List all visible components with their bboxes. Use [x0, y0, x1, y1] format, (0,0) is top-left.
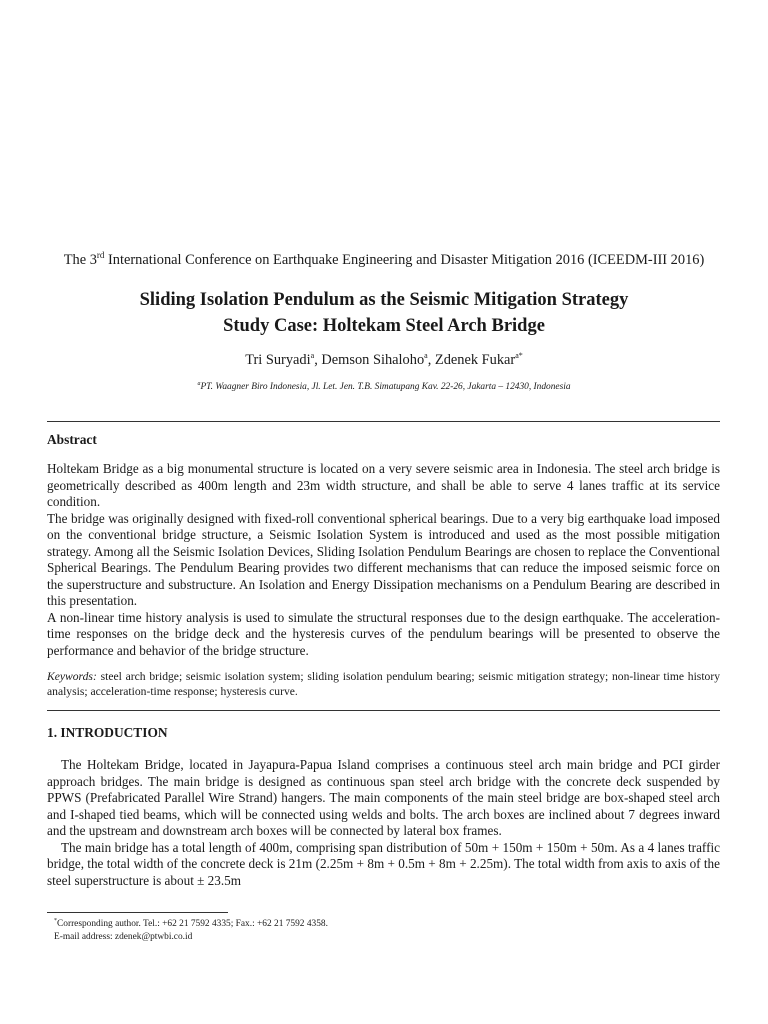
- author-separator: ,: [314, 352, 322, 368]
- abstract-heading: Abstract: [47, 432, 97, 447]
- abstract-paragraph: Holtekam Bridge as a big monumental structure is located on a very severe seismic area in Indonesia. The steel arch bridge is geometrically described as 400m length and 23m width structure, and shall be able to serve 4 lanes traffic at its service condition.: [47, 461, 720, 509]
- author-name: Zdenek Fukar: [434, 352, 516, 368]
- abstract-paragraph: A non-linear time history analysis is used to simulate the structural responses due to the design earthquake. The acceleration-time responses on the bridge deck and the hysteresis curves of the pendulum bearings will be presented to observe the performance and behavior of the bridge structure.: [47, 609, 720, 658]
- introduction-paragraph: The main bridge has a total length of 400m, comprising span distribution of 50m + 150m + 150m + 50m. As a 4 lanes traffic bridge, the total width of the concrete deck is 21m (2.25m + 8m + 0.5m + 8m + 2.25m). The total width from axis to axis of the steel superstructure is about ± 23.5m: [47, 839, 720, 888]
- conference-ordinal: rd: [96, 250, 105, 261]
- author-list: [0, 350, 768, 370]
- footnote-divider: [47, 912, 228, 913]
- affiliation-mark: a: [197, 380, 201, 387]
- affiliation: [0, 381, 768, 394]
- author-name: Demson Sihaloho: [321, 352, 425, 368]
- paper-title: [0, 287, 768, 339]
- introduction-heading: 1. INTRODUCTION: [47, 725, 168, 740]
- introduction-body: [47, 757, 720, 889]
- title-line-2: Study Case: Holtekam Steel Arch Bridge: [223, 316, 545, 336]
- abstract-paragraph: The bridge was originally designed with fixed-roll conventional spherical bearings. Due to a very big earthquake load imposed on the conventional bridge structure, a Seismic Isolation System is introduced and used as the most possible mitigation strategy. Among all the Seismic Isolation Devices, Sliding Isolation Pendulum Bearings are chosen to replace the Conventional Spherical Bearings. The Pendulum Bearing provides two different mechanisms that can reduce the imposed seismic force on the superstructure and substructure. An Isolation and Energy Dissipation mechanisms on a Pendulum Bearing are described in this presentation.: [47, 510, 720, 608]
- conference-suffix: International Conference on Earthquake Engineering and Disaster Mitigation 2016 (ICEEDM-III 2016): [104, 252, 705, 268]
- abstract-body: [47, 461, 720, 659]
- introduction-paragraph: The Holtekam Bridge, located in Jayapura-Papua Island comprises a continuous steel arch main bridge and PCI girder approach bridges. The main bridge is designed as continuous span steel arch bridge with the concrete deck suspended by PPWS (Prefabricated Parallel Wire Strand) hangers. The main components of the main steel bridge are box-shaped steel arch and I-shaped tied beams, which will be connected using welds and bolts. The arch boxes are inclined about 7 degrees inward and the upstream and downstream arch boxes will be connected by lateral box frames.: [47, 757, 720, 838]
- author-affil-mark: a: [310, 351, 315, 361]
- conference-header: [0, 250, 768, 270]
- conference-prefix: The 3: [63, 252, 97, 268]
- footnote-line-1: Corresponding author. Tel.: +62 21 7592 4335; Fax.: +62 21 7592 4358.: [57, 919, 328, 929]
- keywords-text: steel arch bridge; seismic isolation system; sliding isolation pendulum bearing; seismic mitigation strategy; non-linear time history analysis; acceleration-time response; hysteresis curve.: [47, 670, 720, 698]
- author-name: Tri Suryadi: [245, 352, 311, 368]
- author-affil-mark: a*: [515, 351, 523, 361]
- affiliation-text: PT. Waagner Biro Indonesia, Jl. Let. Jen. T.B. Simatupang Kav. 22-26, Jakarta – 12430, Indonesia: [200, 382, 571, 392]
- footnote-mark: *: [54, 917, 57, 924]
- keywords: [47, 669, 720, 699]
- author-separator: ,: [427, 352, 435, 368]
- footnote-line-2: E-mail address: zdenek@ptwbi.co.id: [54, 932, 193, 942]
- author-affil-mark: a: [424, 351, 428, 361]
- footnote: [54, 918, 328, 944]
- title-line-1: Sliding Isolation Pendulum as the Seismic Mitigation Strategy: [139, 290, 629, 310]
- divider-top: [47, 421, 720, 422]
- keywords-label: Keywords:: [47, 670, 97, 683]
- divider-abstract-end: [47, 710, 720, 711]
